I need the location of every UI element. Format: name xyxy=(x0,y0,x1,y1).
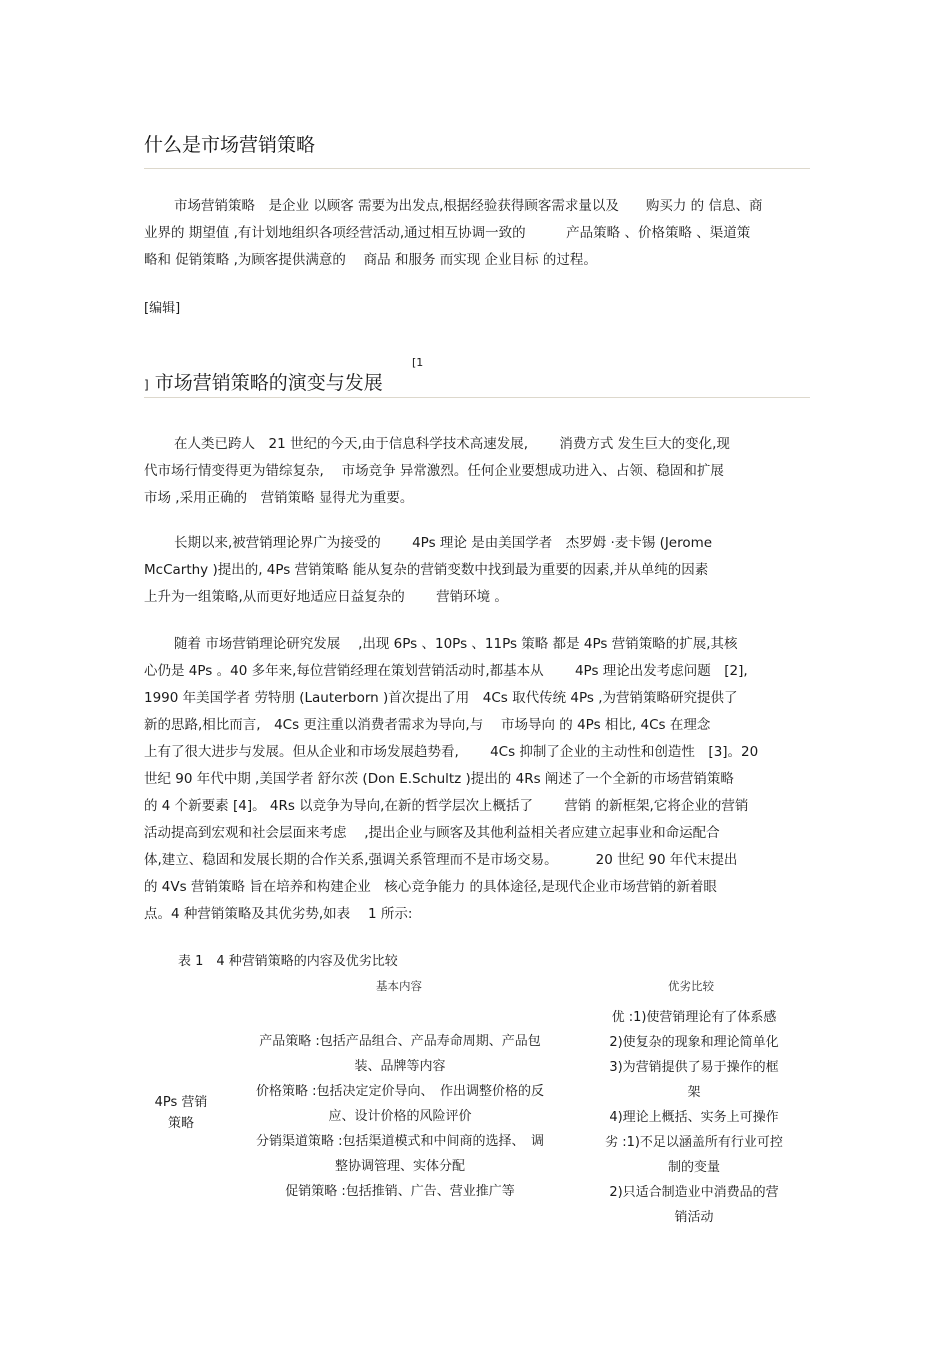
text-line: 新的思路,相比而言, 4Cs 更注重以消费者需求为导向,与 市场导向 的 4Ps 相比, 4Cs 在理念 xyxy=(144,717,711,733)
evolution-paragraph-1 xyxy=(144,431,810,512)
intro-paragraph xyxy=(144,193,810,274)
evolution-paragraph-2 xyxy=(144,530,810,611)
row-label-line: 4Ps 营销 xyxy=(154,1095,208,1110)
title-divider xyxy=(144,168,810,169)
heading-bracket: ] xyxy=(144,378,149,392)
text-line: 心仍是 4Ps 。40 多年来,每位营销经理在策划营销活动时,都基本从 4Ps 理论出发考虑问题 [2], xyxy=(144,663,748,679)
content-line: 装、品牌等内容 xyxy=(354,1059,446,1074)
compare-line: 4)理论上概括、实务上可操作 xyxy=(609,1110,779,1125)
text-line: 市场 ,采用正确的 营销策略 显得尤为重要。 xyxy=(144,490,414,506)
content-line: 分销渠道策略 :包括渠道模式和中间商的选择、 调 xyxy=(255,1134,544,1149)
text-line: 的 4 个新要素 [4]。 4Rs 以竞争为导向,在新的哲学层次上概括了 营销 的新框架,它将企业的营销 xyxy=(144,798,749,814)
content-line: 促销策略 :包括推销、广告、营业推广等 xyxy=(285,1184,515,1199)
text-line: 活动提高到宏观和社会层面来考虑 ,提出企业与顾客及其他利益相关者应建立起事业和命运配合 xyxy=(144,825,720,841)
table-row-label xyxy=(144,1092,218,1134)
text-line: McCarthy )提出的, 4Ps 营销策略 能从复杂的营销变数中找到最为重要的因素,并从单纯的因素 xyxy=(144,562,709,578)
text-line: 市场营销策略 是企业 以顾客 需要为出发点,根据经验获得顾客需求量以及 购买力 的 信息、商 xyxy=(174,198,763,214)
text-line: 的 4Vs 营销策略 旨在培养和构建企业 核心竞争能力 的具体途径,是现代企业市场营销的新着眼 xyxy=(144,879,717,895)
table-content-cell xyxy=(220,1029,580,1204)
content-line: 整协调管理、实体分配 xyxy=(334,1159,465,1174)
content-line: 应、设计价格的风险评价 xyxy=(328,1109,472,1124)
text-line: 略和 促销策略 ,为顾客提供满意的 商品 和服务 而实现 企业目标 的过程。 xyxy=(144,252,597,268)
section-heading-text: 市场营销策略的演变与发展 xyxy=(154,372,383,394)
compare-line: 优 :1)使营销理论有了体系感 xyxy=(611,1010,777,1025)
page-title: 什么是市场营销策略 xyxy=(144,134,316,156)
text-line: 随着 市场营销理论研究发展 ,出现 6Ps 、10Ps 、11Ps 策略 都是 4Ps 营销策略的扩展,其核 xyxy=(174,636,738,652)
compare-line: 3)为营销提供了易于操作的框 xyxy=(609,1060,779,1075)
text-line: 1990 年美国学者 劳特朋 (Lauterborn )首次提出了用 4Cs 取代传统 4Ps ,为营销策略研究提供了 xyxy=(144,690,738,706)
compare-line: 销活动 xyxy=(674,1210,714,1225)
table-caption: 表 1 4 种营销策略的内容及优劣比较 xyxy=(178,954,398,969)
compare-line: 劣 :1)不足以涵盖所有行业可控 xyxy=(605,1135,783,1150)
row-label-line: 策略 xyxy=(167,1116,194,1131)
text-line: 上升为一组策略,从而更好地适应日益复杂的 营销环境 。 xyxy=(144,589,508,605)
compare-line: 架 xyxy=(687,1085,701,1100)
table-header-compare: 优劣比较 xyxy=(668,979,714,993)
compare-line: 2)只适合制造业中消费品的营 xyxy=(609,1185,779,1200)
reference-link[interactable]: [1 xyxy=(412,356,424,369)
text-line: 世纪 90 年代中期 ,美国学者 舒尔茨 (Don E.Schultz )提出的 4Rs 阐述了一个全新的市场营销策略 xyxy=(144,771,734,787)
text-line: 上有了很大进步与发展。但从企业和市场发展趋势看, 4Cs 抑制了企业的主动性和创造性 [3]。20 xyxy=(144,744,759,760)
evolution-paragraph-3 xyxy=(144,631,810,928)
section-divider xyxy=(144,397,810,398)
compare-line: 制的变量 xyxy=(667,1160,720,1175)
content-line: 产品策略 :包括产品组合、产品寿命周期、产品包 xyxy=(259,1034,541,1049)
table-header-content: 基本内容 xyxy=(376,979,422,993)
compare-line: 2)使复杂的现象和理论简单化 xyxy=(609,1035,779,1050)
text-line: 点。4 种营销策略及其优劣势,如表 1 所示: xyxy=(144,906,413,922)
text-line: 业界的 期望值 ,有计划地组织各项经营活动,通过相互协调一致的 产品策略 、价格策略 、渠道策 xyxy=(144,225,751,241)
content-line: 价格策略 :包括决定定价导向、 作出调整价格的反 xyxy=(255,1084,544,1099)
table-compare-cell xyxy=(578,1005,810,1230)
text-line: 代市场行情变得更为错综复杂, 市场竞争 异常激烈。任何企业要想成功进入、占领、稳固和扩展 xyxy=(144,463,724,479)
text-line: 体,建立、稳固和发展长期的合作关系,强调关系管理而不是市场交易。 20 世纪 90 年代末提出 xyxy=(144,852,738,868)
section-heading xyxy=(144,356,424,395)
edit-link[interactable]: [编辑] xyxy=(144,301,181,316)
text-line: 长期以来,被营销理论界广为接受的 4Ps 理论 是由美国学者 杰罗姆 ·麦卡锡 (Jerome xyxy=(174,535,713,551)
text-line: 在人类已跨人 21 世纪的今天,由于信息科学技术高速发展, 消费方式 发生巨大的变化,现 xyxy=(174,436,730,452)
